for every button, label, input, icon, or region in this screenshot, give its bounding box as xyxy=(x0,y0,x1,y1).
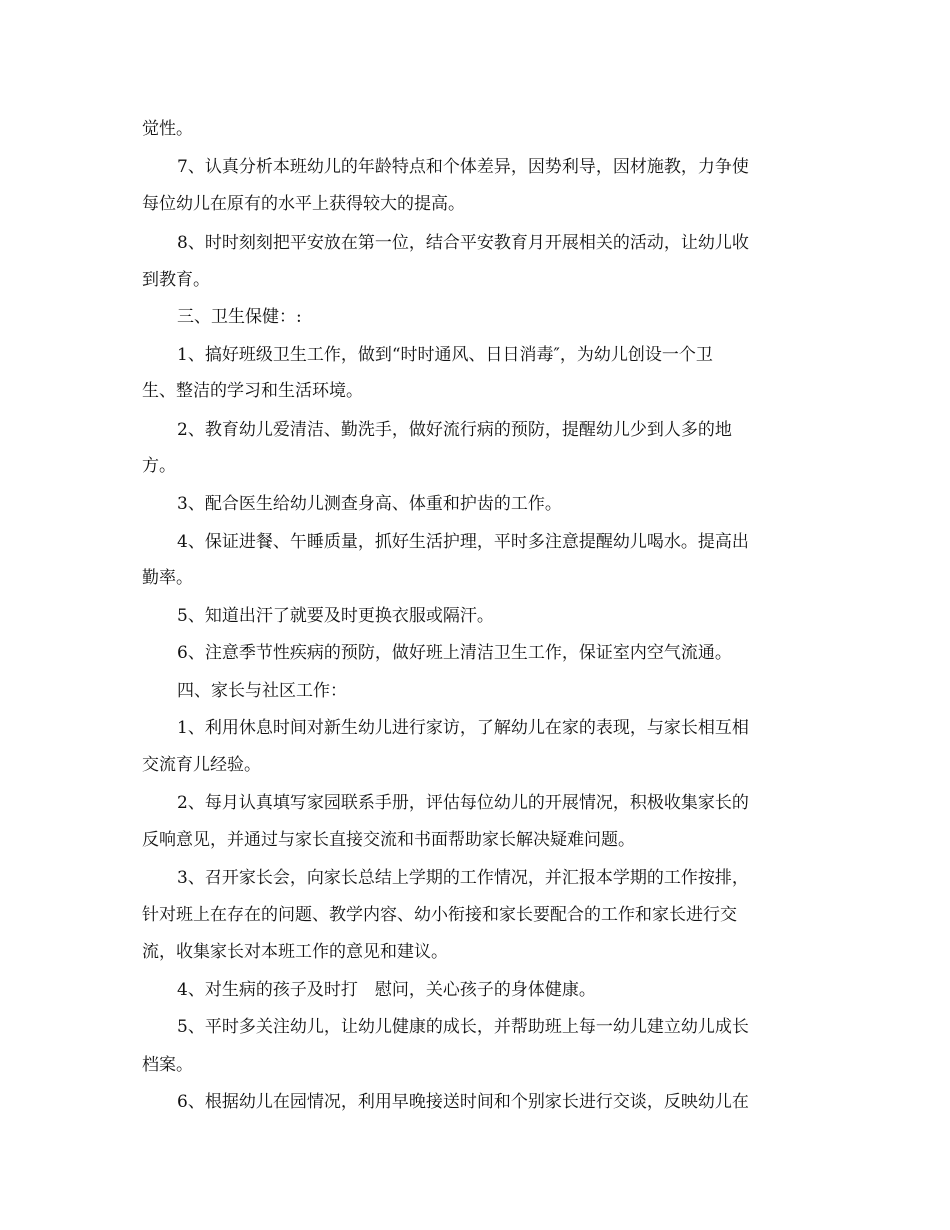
item-7-line-2: 每位幼儿在原有的水平上获得较大的提高。 xyxy=(142,194,465,214)
hygiene-item-2-line-2: 方。 xyxy=(142,456,176,476)
parents-item-1-line-2: 交流育儿经验。 xyxy=(142,755,261,775)
parents-item-5-line-1: 5、平时多关注幼儿，让幼儿健康的成长，并帮助班上每一幼儿建立幼儿成长 xyxy=(177,1017,749,1037)
parents-item-2-line-1: 2、每月认真填写家园联系手册，评估每位幼儿的开展情况，积极收集家长的 xyxy=(177,793,749,813)
item-7-line-1: 7、认真分析本班幼儿的年龄特点和个体差异，因势利导，因材施教，力争使 xyxy=(177,157,749,177)
section-heading-hygiene: 三、卫生保健：: xyxy=(177,307,302,327)
hygiene-item-1-line-2: 生、整洁的学习和生活环境。 xyxy=(142,381,363,401)
hygiene-item-1-line-1: 1、搞好班级卫生工作，做到“时时通风、日日消毒″，为幼儿创设一个卫 xyxy=(177,345,713,365)
section-heading-parents-community: 四、家长与社区工作： xyxy=(177,681,347,701)
text-line-01: 觉性。 xyxy=(142,119,193,139)
parents-item-6-line-1: 6、根据幼儿在园情况，利用早晚接送时间和个别家长进行交谈，反映幼儿在 xyxy=(177,1092,749,1112)
hygiene-item-5: 5、知道出汗了就要及时更换衣服或隔汗。 xyxy=(177,606,494,626)
parents-item-1-line-1: 1、利用休息时间对新生幼儿进行家访，了解幼儿在家的表现，与家长相互相 xyxy=(177,718,749,738)
parents-item-4: 4、对生病的孩子及时打 慰问，关心孩子的身体健康。 xyxy=(177,980,596,1000)
parents-item-3-line-2: 针对班上在存在的问题、教学内容、幼小衔接和家长要配合的工作和家长进行交 xyxy=(142,905,737,925)
hygiene-item-4-line-1: 4、保证进餐、午睡质量，抓好生活护理，平时多注意提醒幼儿喝水。提高出 xyxy=(177,532,749,552)
hygiene-item-3: 3、配合医生给幼儿测查身高、体重和护齿的工作。 xyxy=(177,494,562,514)
item-8-line-1: 8、时时刻刻把平安放在第一位，结合平安教育月开展相关的活动，让幼儿收 xyxy=(177,233,749,253)
item-8-line-2: 到教育。 xyxy=(142,270,210,290)
parents-item-3-line-1: 3、召开家长会，向家长总结上学期的工作情况，并汇报本学期的工作按排， xyxy=(177,868,749,888)
parents-item-5-line-2: 档案。 xyxy=(142,1055,193,1075)
hygiene-item-2-line-1: 2、教育幼儿爱清洁、勤洗手，做好流行病的预防，提醒幼儿少到人多的地 xyxy=(177,420,732,440)
parents-item-2-line-2: 反响意见，并通过与家长直接交流和书面帮助家长解决疑难问题。 xyxy=(142,830,635,850)
hygiene-item-6: 6、注意季节性疾病的预防，做好班上清洁卫生工作，保证室内空气流通。 xyxy=(177,643,732,663)
hygiene-item-4-line-2: 勤率。 xyxy=(142,568,193,588)
parents-item-3-line-3: 流，收集家长对本班工作的意见和建议。 xyxy=(142,942,448,962)
